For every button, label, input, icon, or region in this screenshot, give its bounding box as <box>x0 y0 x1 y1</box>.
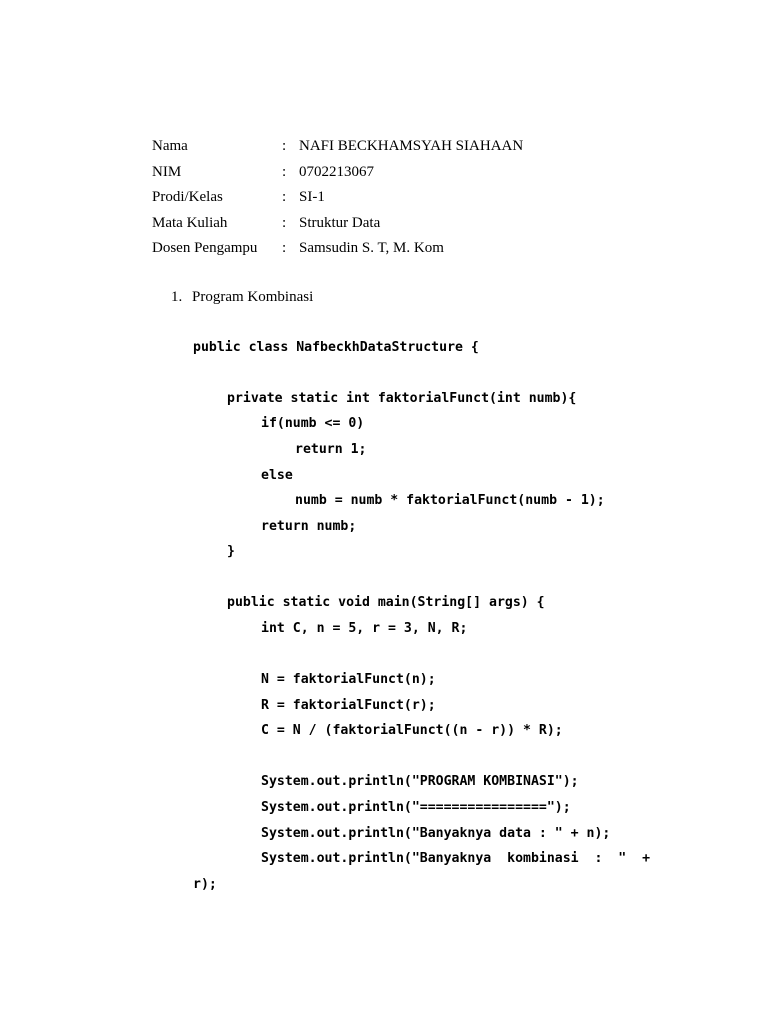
info-label: NIM <box>152 163 182 180</box>
code-line: System.out.println("PROGRAM KOMBINASI"); <box>261 774 579 789</box>
code-line: System.out.println("================"); <box>261 800 571 815</box>
info-label: Dosen Pengampu <box>152 240 258 256</box>
info-colon: : <box>282 138 287 154</box>
code-line: numb = numb * faktorialFunct(numb - 1); <box>295 493 605 508</box>
info-label: Nama <box>152 138 188 154</box>
code-line: private static int faktorialFunct(int numb){ <box>227 391 577 406</box>
code-line: } <box>227 544 235 559</box>
code-line: C = N / (faktorialFunct((n - r)) * R); <box>261 723 563 738</box>
info-colon: : <box>282 240 287 256</box>
info-value: Samsudin S. T, M. Kom <box>299 240 444 256</box>
info-value: NAFI BECKHAMSYAH SIAHAAN <box>299 138 524 154</box>
code-line: return numb; <box>261 519 357 534</box>
section-number: 1. <box>171 289 183 305</box>
code-line: else <box>261 468 293 483</box>
info-value: Struktur Data <box>299 214 381 231</box>
code-line: R = faktorialFunct(r); <box>261 698 436 713</box>
info-value: 0702213067 <box>299 163 374 180</box>
code-line: r); <box>193 877 217 892</box>
code-line: return 1; <box>295 442 367 457</box>
code-line: int C, n = 5, r = 3, N, R; <box>261 621 468 636</box>
info-colon: : <box>282 214 287 231</box>
code-line: public class NafbeckhDataStructure { <box>193 340 479 355</box>
section-title: Program Kombinasi <box>192 289 314 305</box>
info-label: Prodi/Kelas <box>152 189 223 205</box>
section-heading <box>171 287 313 307</box>
info-label: Mata Kuliah <box>152 214 228 231</box>
code-line: System.out.println("Banyaknya data : " + n); <box>261 826 611 841</box>
code-line: if(numb <= 0) <box>261 416 365 431</box>
info-colon: : <box>282 189 287 205</box>
code-line: public static void main(String[] args) { <box>227 595 545 610</box>
code-line: System.out.println("Banyaknya kombinasi : " + <box>261 851 651 866</box>
info-value: SI-1 <box>299 189 325 205</box>
code-line: N = faktorialFunct(n); <box>261 672 436 687</box>
info-colon: : <box>282 163 287 180</box>
